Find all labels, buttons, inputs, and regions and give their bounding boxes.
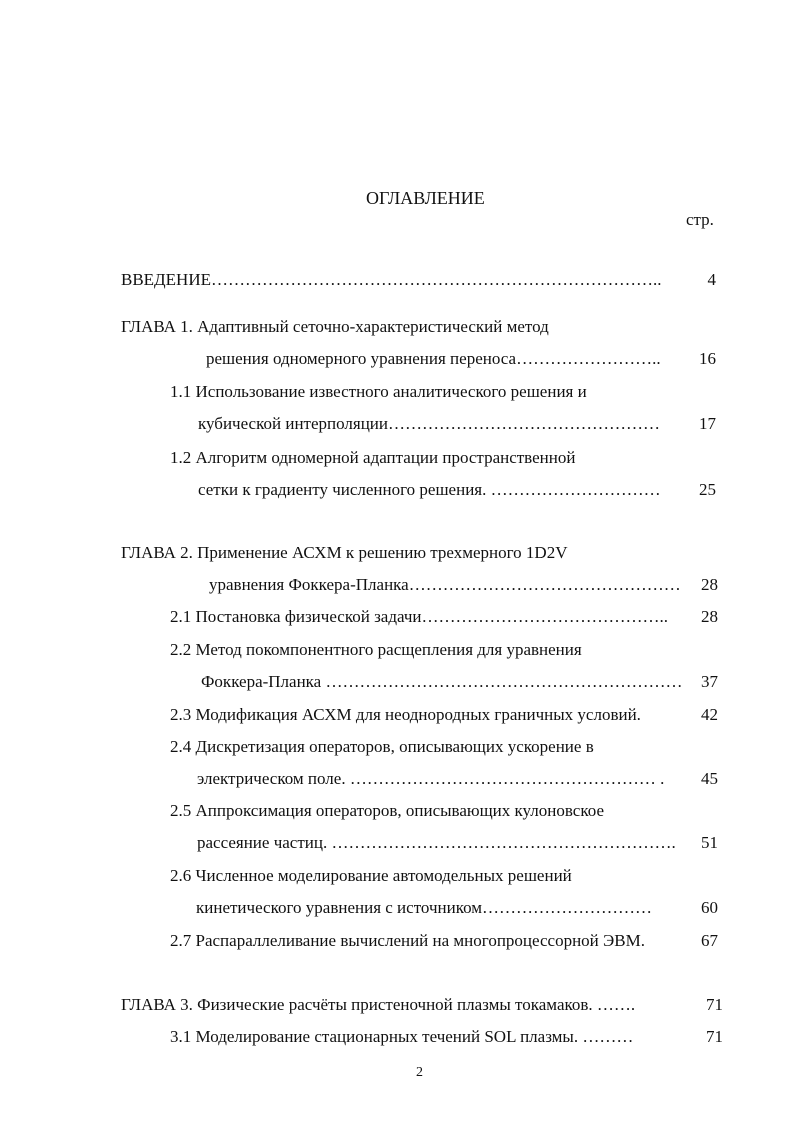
- toc-entry-chapter-2-line-1: ГЛАВА 2. Применение АСХМ к решению трехмерного 1D2V: [121, 543, 568, 562]
- toc-title: ОГЛАВЛЕНИЕ: [366, 188, 485, 208]
- toc-entry-1-1-line-2: кубической интерполяции…………………………………………: [198, 414, 660, 433]
- toc-entry-2-7: 2.7 Распараллеливание вычислений на многопроцессорной ЭВМ.: [170, 931, 645, 950]
- toc-page-1-2: 25: [699, 480, 716, 499]
- toc-entry-2-4-line-1: 2.4 Дискретизация операторов, описывающих ускорение в: [170, 737, 594, 756]
- toc-page-2-4: 45: [701, 769, 718, 788]
- toc-entry-2-5-line-1: 2.5 Аппроксимация операторов, описывающих кулоновское: [170, 801, 605, 820]
- toc-entry-chapter-2-line-2: уравнения Фоккера-Планка…………………………………………: [209, 575, 681, 594]
- toc-entry-chapter-1-line-1: ГЛАВА 1. Адаптивный сеточно-характеристический метод: [121, 317, 549, 336]
- toc-entry-1-1-line-1: 1.1 Использование известного аналитического решения и: [170, 382, 587, 401]
- page-column-label: стр.: [686, 210, 714, 229]
- toc-entry-2-3: 2.3 Модификация АСХМ для неоднородных граничных условий.: [170, 705, 641, 724]
- toc-page-chapter-3: 71: [706, 995, 723, 1014]
- toc-page-2-1: 28: [701, 607, 718, 626]
- toc-page-2-5: 51: [701, 833, 718, 852]
- toc-page-2-2: 37: [701, 672, 718, 691]
- toc-page-2-6: 60: [701, 898, 718, 917]
- toc-entry-introduction: ВВЕДЕНИЕ……………………………………………………………………..: [121, 270, 662, 289]
- toc-page-1-1: 17: [699, 414, 716, 433]
- toc-entry-chapter-3: ГЛАВА 3. Физические расчёты пристеночной плазмы токамаков. …….: [121, 995, 636, 1014]
- toc-page-chapter-2: 28: [701, 575, 718, 594]
- toc-entry-3-1: 3.1 Моделирование стационарных течений SOL плазмы. ………: [170, 1027, 634, 1046]
- toc-page-chapter-1: 16: [699, 349, 716, 368]
- page-number: 2: [416, 1065, 423, 1080]
- toc-entry-1-2-line-1: 1.2 Алгоритм одномерной адаптации пространственной: [170, 448, 576, 467]
- toc-entry-2-6-line-2: кинетического уравнения с источником…………………………: [196, 898, 653, 917]
- toc-entry-1-2-line-2: сетки к градиенту численного решения. …………………………: [198, 480, 661, 499]
- toc-page-3-1: 71: [706, 1027, 723, 1046]
- toc-entry-2-2-line-2: Фоккера-Планка ………………………………………………………: [201, 672, 683, 691]
- toc-entry-2-5-line-2: рассеяние частиц. …………………………………………………….: [197, 833, 676, 852]
- toc-entry-chapter-1-line-2: решения одномерного уравнения переноса……………………..: [206, 349, 661, 368]
- toc-page-introduction: 4: [707, 270, 716, 289]
- toc-entry-2-1: 2.1 Постановка физической задачи……………………………………..: [170, 607, 669, 626]
- toc-page-2-7: 67: [701, 931, 718, 950]
- toc-page-2-3: 42: [701, 705, 718, 724]
- toc-entry-2-2-line-1: 2.2 Метод покомпонентного расщепления для уравнения: [170, 640, 582, 659]
- toc-entry-2-4-line-2: электрическом поле. ……………………………………………… .: [197, 769, 665, 788]
- toc-entry-2-6-line-1: 2.6 Численное моделирование автомодельных решений: [170, 866, 572, 885]
